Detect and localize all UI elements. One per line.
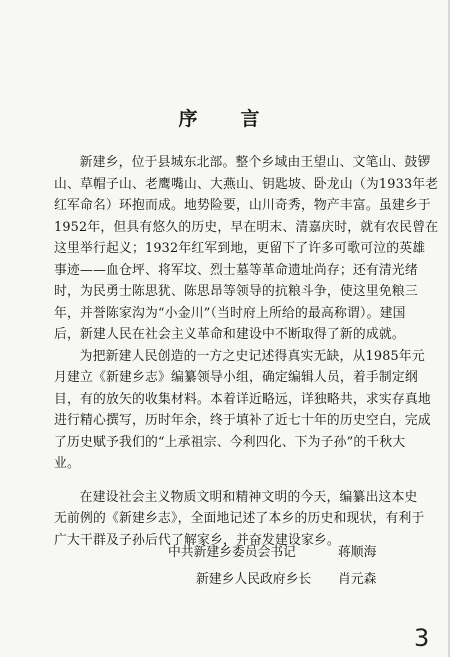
text-line: 为把新建人民创造的一方之史记述得真实无缺，从1985年元 bbox=[79, 348, 425, 364]
signature-position: 新建乡人民政府乡长 bbox=[196, 572, 312, 587]
text-line: 时，为民勇士陈思犹、陈思昂等领导的抗粮斗争，使这里免粮三 bbox=[54, 284, 418, 299]
text-line: 山、草帽子山、老鹰嘴山、大燕山、钥匙坡、卧龙山（为1933年老 bbox=[54, 176, 439, 192]
text-line: 广大干群及子孙后代了解家乡，并奋发建设家乡。 bbox=[54, 532, 340, 548]
text-line: 目，有的放矢的收集材料。本着详近略远，详独略共，求实存真地 bbox=[54, 391, 431, 407]
text-line: 进行精心撰写，历时年余，终于填补了近七十年的历史空白，完成 bbox=[54, 413, 431, 428]
text-line: 月建立《新建乡志》编纂领导小组，确定编辑人员，着手制定纲 bbox=[54, 370, 418, 385]
signature-position: 中共新建乡委员会书记 bbox=[168, 545, 296, 560]
text-line: 在建设社会主义物质文明和精神文明的今天，编纂出这本史 bbox=[79, 489, 418, 505]
signature-name: 蒋顺海 bbox=[338, 545, 377, 560]
text-line: 了历史赋予我们的“上承祖宗、今利四化、下为子孙”的千秋大 bbox=[54, 434, 406, 450]
text-line: 红军命名）环抱而成。地势险要，山川奇秀，物产丰富。虽建乡于 bbox=[54, 198, 431, 213]
text-line: 新建乡，位于县城东北部。整个乡域由王望山、文笔山、鼓锣 bbox=[79, 155, 431, 170]
text-line: 业。 bbox=[54, 456, 80, 471]
page-title: 序 言 bbox=[178, 108, 272, 130]
paragraph-1 bbox=[54, 152, 439, 346]
text-line: 年，并誉陈家沟为“小金川”（当时府上所给的最高称谓）。建国 bbox=[54, 305, 406, 321]
text-line: 后，新建人民在社会主义革命和建设中不断取得了新的成就。 bbox=[54, 327, 405, 342]
preface-body bbox=[54, 152, 439, 551]
text-line: 这里举行起义；1932年红军到地，更留下了许多可歌可泣的英雄 bbox=[54, 241, 426, 256]
paragraph-2 bbox=[54, 346, 431, 475]
text-line: 事迹——血仓坪、将军坟、烈士墓等革命遗址尚存；还有清光绪 bbox=[54, 262, 418, 278]
text-line: 无前例的《新建乡志》，全面地记述了本乡的历史和现状，有利于 bbox=[54, 511, 425, 526]
page-number: 3 bbox=[414, 624, 430, 652]
signature-name: 肖元森 bbox=[338, 572, 377, 587]
text-line: 1952年，但具有悠久的历史，早在明末、清嘉庆时，就有农民曾在 bbox=[54, 219, 439, 235]
